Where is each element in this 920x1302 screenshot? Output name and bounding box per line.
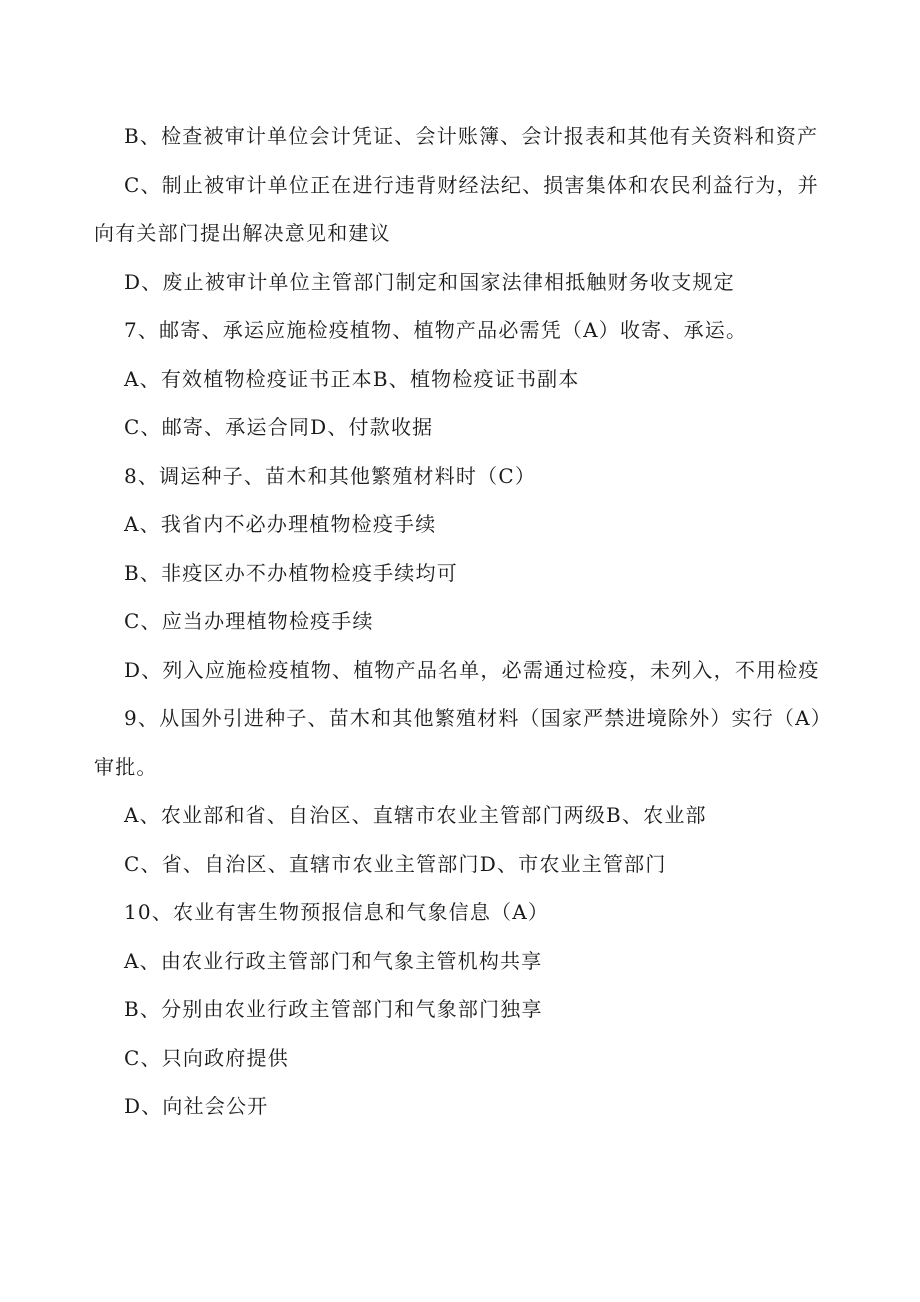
- question-10-option-d: D、向社会公开: [124, 1094, 269, 1118]
- question-7-options-ab: A、有效植物检疫证书正本B、植物检疫证书副本: [124, 366, 580, 391]
- question-8-option-b: B、非疫区办不办植物检疫手续均可: [124, 560, 458, 585]
- question-7-options-cd: C、邮寄、承运合同D、付款收据: [124, 415, 434, 439]
- question-8-option-c: C、应当办理植物检疫手续: [124, 609, 374, 633]
- document-body: [94, 112, 834, 1131]
- question-8-option-a: A、我省内不必办理植物检疫手续: [124, 512, 437, 536]
- paragraph-option-b-inspect: B、检查被审计单位会计凭证、会计账簿、会计报表和其他有关资料和资产: [124, 124, 819, 148]
- paragraph-option-d-abolish: D、废止被审计单位主管部门制定和国家法律相抵触财务收支规定: [124, 269, 735, 294]
- question-10: 10、农业有害生物预报信息和气象信息（A）: [124, 900, 550, 924]
- question-9-options-ab: A、农业部和省、自治区、直辖市农业主管部门两级B、农业部: [124, 803, 707, 827]
- question-9: 9、从国外引进种子、苗木和其他繁殖材料（国家严禁进境除外）实行（A）审批。: [94, 706, 832, 779]
- question-7: 7、邮寄、承运应施检疫植物、植物产品必需凭（A）收寄、承运。: [124, 318, 748, 342]
- question-10-option-b: B、分别由农业行政主管部门和气象部门独享: [124, 997, 543, 1021]
- question-10-option-c: C、只向政府提供: [124, 1045, 289, 1070]
- question-9-options-cd: C、省、自治区、直辖市农业主管部门D、市农业主管部门: [124, 851, 667, 876]
- question-10-option-a: A、由农业行政主管部门和气象主管机构共享: [124, 948, 543, 973]
- question-8: 8、调运种子、苗木和其他繁殖材料时（C）: [124, 463, 537, 488]
- paragraph-option-c-stop: C、制止被审计单位正在进行违背财经法纪、损害集体和农民利益行为，并向有关部门提出解决意见和建议: [94, 172, 819, 245]
- question-8-option-d: D、列入应施检疫植物、植物产品名单，必需通过检疫，未列入，不用检疫: [124, 657, 820, 682]
